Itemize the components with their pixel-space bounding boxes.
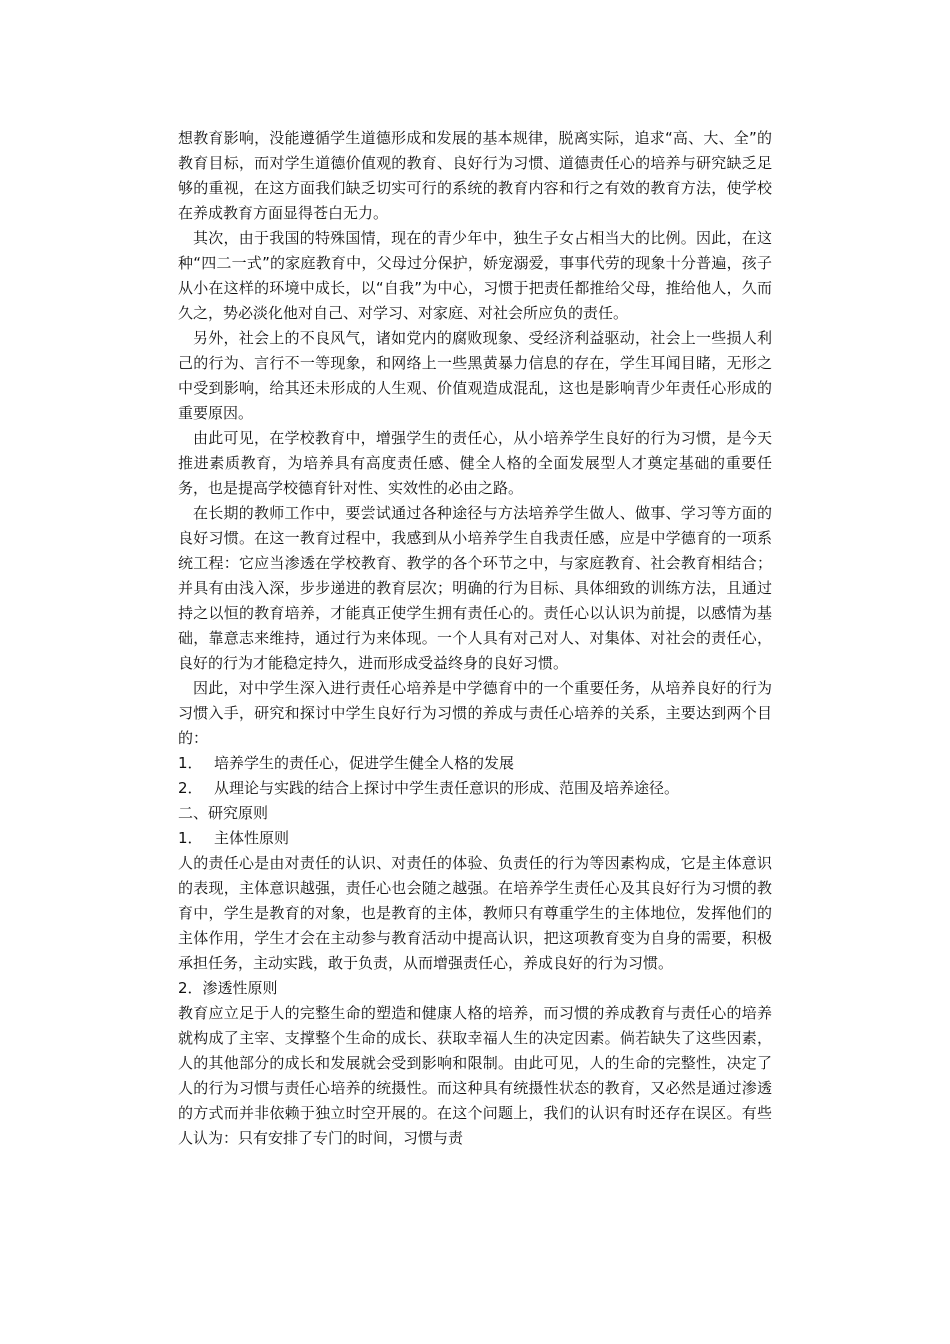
goal-text: 从理论与实践的结合上探讨中学生责任意识的形成、范围及培养途径。 (214, 779, 680, 797)
principle-heading-2: 2．渗透性原则 (178, 979, 278, 997)
goal-item-1 (178, 751, 772, 776)
paragraph-4: 由此可见，在学校教育中，增强学生的责任心，从小培养学生良好的行为习惯，是今天推进素质教育，为培养具有高度责任感、健全人格的全面发展型人才奠定基础的重要任务，也是提高学校德育针对性、实效性的必由之路。 (178, 429, 772, 497)
paragraph-3: 另外，社会上的不良风气，诸如党内的腐败现象、受经济利益驱动，社会上一些损人利己的行为、言行不一等现象，和网络上一些黑黄暴力信息的存在，学生耳闻目睹，无形之中受到影响，给其还未形成的人生观、价值观造成混乱，这也是影响青少年责任心形成的重要原因。 (178, 329, 772, 422)
principle-heading-1 (178, 826, 772, 851)
paragraph-1: 想教育影响，没能遵循学生道德形成和发展的基本规律，脱离实际，追求“高、大、全”的教育目标，而对学生道德价值观的教育、良好行为习惯、道德责任心的培养与研究缺乏足够的重视，在这方面我们缺乏切实可行的系统的教育内容和行之有效的教育方法，使学校在养成教育方面显得苍白无力。 (178, 129, 772, 222)
paragraph-5: 在长期的教师工作中，要尝试通过各种途径与方法培养学生做人、做事、学习等方面的良好习惯。在这一教育过程中，我感到从小培养学生自我责任感，应是中学德育的一项系统工程：它应当渗透在学校教育、教学的各个环节之中，与家庭教育、社会教育相结合；并具有由浅入深，步步递进的教育层次；明确的行为目标、具体细致的训练方法，且通过持之以恒的教育培养，才能真正使学生拥有责任心的。责任心以认识为前提，以感情为基础，靠意志来维持，通过行为来体现。一个人具有对己对人、对集体、对社会的责任心，良好的行为才能稳定持久，进而形成受益终身的良好习惯。 (178, 504, 772, 672)
goal-number: 1． (178, 754, 203, 772)
paragraph-7: 人的责任心是由对责任的认识、对责任的体验、负责任的行为等因素构成，它是主体意识的表现，主体意识越强，责任心也会随之越强。在培养学生责任心及其良好行为习惯的教育中，学生是教育的对象，也是教育的主体，教师只有尊重学生的主体地位，发挥他们的主体作用，学生才会在主动参与教育活动中提高认识，把这项教育变为自身的需要，积极承担任务，主动实践，敢于负责，从而增强责任心，养成良好的行为习惯。 (178, 854, 772, 972)
section-heading: 二、研究原则 (178, 804, 269, 822)
goal-item-2 (178, 776, 772, 801)
paragraph-2: 其次，由于我国的特殊国情，现在的青少年中，独生子女占相当大的比例。因此，在这种“四二一式”的家庭教育中，父母过分保护，娇宠溺爱，事事代劳的现象十分普遍，孩子从小在这样的环境中成长，以“自我”为中心，习惯于把责任都推给父母，推给他人，久而久之，势必淡化他对自己、对学习、对家庭、对社会所应负的责任。 (178, 229, 772, 322)
paragraph-6: 因此，对中学生深入进行责任心培养是中学德育中的一个重要任务，从培养良好的行为习惯入手，研究和探讨中学生良好行为习惯的养成与责任心培养的关系，主要达到两个目的： (178, 679, 772, 747)
principle-title: 主体性原则 (214, 829, 290, 847)
goal-number: 2． (178, 779, 203, 797)
principle-number: 1． (178, 829, 203, 847)
paragraph-8: 教育应立足于人的完整生命的塑造和健康人格的培养，而习惯的养成教育与责任心的培养就构成了主宰、支撑整个生命的成长、获取幸福人生的决定因素。倘若缺失了这些因素，人的其他部分的成长和发展就会受到影响和限制。由此可见，人的生命的完整性，决定了人的行为习惯与责任心培养的统摄性。而这种具有统摄性状态的教育，又必然是通过渗透的方式而并非依赖于独立时空开展的。在这个问题上，我们的认识有时还存在误区。有些人认为：只有安排了专门的时间，习惯与责 (178, 1004, 772, 1147)
goal-text: 培养学生的责任心，促进学生健全人格的发展 (214, 754, 515, 772)
